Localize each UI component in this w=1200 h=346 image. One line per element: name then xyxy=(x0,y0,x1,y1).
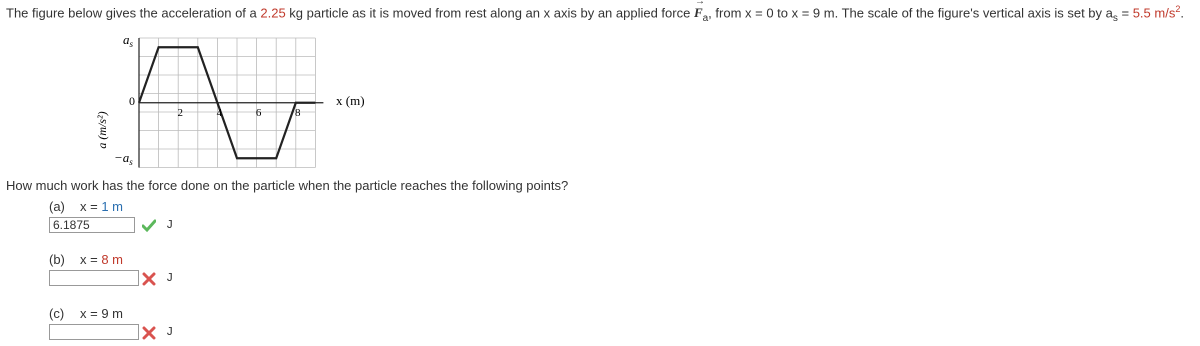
scale-subscript: s xyxy=(1112,12,1118,24)
x-tick-label: 2 xyxy=(177,106,183,119)
problem-intro: The figure below gives the acceleration of a xyxy=(6,5,261,21)
y-zero-label: 0 xyxy=(129,94,135,108)
cross-icon xyxy=(142,326,156,340)
equals-sign: = xyxy=(1117,5,1133,21)
mass-value: 2.25 xyxy=(260,5,286,21)
scale-unit: m/s xyxy=(1150,5,1176,21)
x-tick-label: 4 xyxy=(216,106,223,119)
scale-exponent: 2 xyxy=(1175,4,1181,14)
checkmark-icon xyxy=(142,219,156,233)
acceleration-graph xyxy=(80,30,380,170)
question-text: How much work has the force done on the particle when the particle reaches the following points? xyxy=(6,178,569,193)
force-subscript: a xyxy=(702,12,709,24)
part-x-position: x = 1 m xyxy=(80,199,123,214)
part-label: (b) xyxy=(49,252,65,267)
unit-label: J xyxy=(166,218,174,232)
x-axis-label: x (m) xyxy=(336,93,365,108)
part-x-position: x = 9 m xyxy=(80,306,123,321)
y-axis-label: a (m/s²) xyxy=(95,111,109,149)
part-x-position: x = 8 m xyxy=(80,252,123,267)
part-label: (c) xyxy=(49,306,65,321)
period: . xyxy=(1180,5,1184,21)
cross-icon xyxy=(142,272,156,286)
y-top-label: $a_s$ xyxy=(123,32,134,49)
range-text: , from x = 0 to x = 9 m. The scale of the figure's vertical axis is set by a xyxy=(708,5,1113,21)
force-symbol: → F xyxy=(693,0,705,21)
scale-value: 5.5 xyxy=(1132,5,1151,21)
unit-label: J xyxy=(166,271,174,285)
mass-unit-text: kg particle as it is moved from rest along an x axis by an applied force xyxy=(285,5,694,21)
x-tick-label: 8 xyxy=(295,106,301,119)
answer-input-c[interactable] xyxy=(49,324,139,340)
y-bottom-label: $-a_s$ xyxy=(114,150,133,167)
x-tick-label: 6 xyxy=(255,106,262,119)
x-tick-labels xyxy=(177,107,301,119)
unit-label: J xyxy=(166,325,174,339)
problem-statement xyxy=(6,0,1184,24)
part-label: (a) xyxy=(49,199,65,214)
answer-input-b[interactable] xyxy=(49,270,139,286)
answer-input-a[interactable] xyxy=(49,217,135,233)
